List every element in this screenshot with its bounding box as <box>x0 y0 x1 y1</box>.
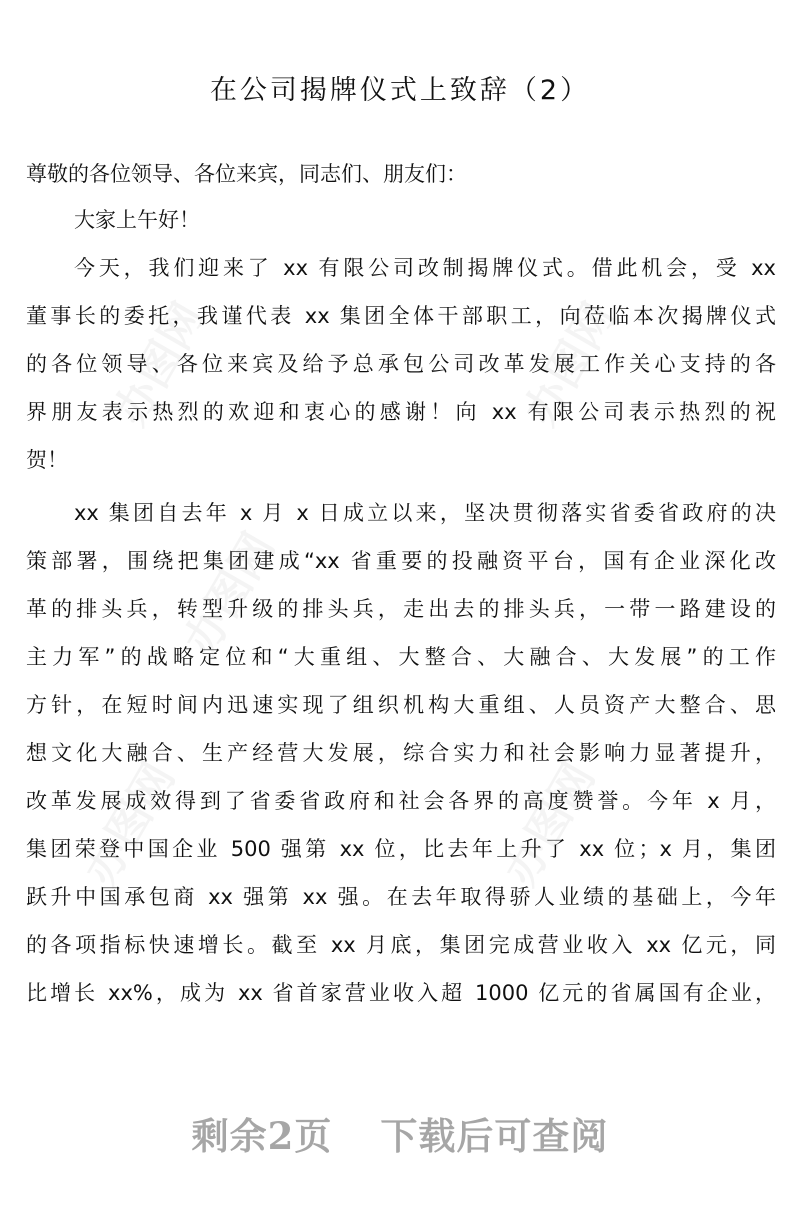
paragraph-line: 主力军”的战略定位和“大重组、大整合、大融合、大发展”的工作 <box>26 645 776 669</box>
document-title: 在公司揭牌仪式上致辞（2） <box>209 75 591 106</box>
paragraph-line: 贺！ <box>26 448 68 472</box>
paragraph-line: 想文化大融合、生产经营大发展，综合实力和社会影响力显著提升， <box>26 741 776 765</box>
remaining-pages-label: 剩余2页 <box>191 1114 333 1158</box>
paragraph-line: 集团荣登中国企业 500 强第 xx 位，比去年上升了 xx 位；x 月，集团 <box>26 837 776 861</box>
paragraph-line: 的各项指标快速增长。截至 xx 月底，集团完成营业收入 xx 亿元，同 <box>26 933 776 957</box>
paragraph-line: 革的排头兵，转型升级的排头兵，走出去的排头兵，一带一路建设的 <box>26 597 776 621</box>
download-prompt-banner[interactable] <box>0 1106 800 1160</box>
download-hint-label: 下载后可查阅 <box>380 1114 609 1158</box>
watermark <box>65 749 186 895</box>
watermark <box>485 749 606 895</box>
paragraph-line: 今天，我们迎来了 xx 有限公司改制揭牌仪式。借此机会，受 xx <box>74 256 776 280</box>
paragraph-line: 改革发展成效得到了省委省政府和社会各界的高度赞誉。今年 x 月， <box>26 789 776 813</box>
paragraph-line: 界朋友表示热烈的欢迎和衷心的感谢！向 xx 有限公司表示热烈的祝 <box>26 400 776 424</box>
paragraph-line: 比增长 xx%，成为 xx 省首家营业收入超 1000 亿元的省属国有企业， <box>26 981 776 1005</box>
paragraph-line: 策部署，围绕把集团建成“xx 省重要的投融资平台，国有企业深化改 <box>26 549 776 573</box>
paragraph-line: 方针，在短时间内迅速实现了组织机构大重组、人员资产大整合、思 <box>26 693 776 717</box>
paragraph-line: 董事长的委托，我谨代表 xx 集团全体干部职工，向莅临本次揭牌仪式 <box>26 304 776 328</box>
greeting: 大家上午好！ <box>74 208 200 232</box>
paragraph-line: xx 集团自去年 x 月 x 日成立以来，坚决贯彻落实省委省政府的决 <box>74 501 776 525</box>
salutation: 尊敬的各位领导、各位来宾，同志们、朋友们： <box>26 162 467 186</box>
paragraph-line: 的各位领导、各位来宾及给予总承包公司改革发展工作关心支持的各 <box>26 352 776 376</box>
paragraph-line: 跃升中国承包商 xx 强第 xx 强。在去年取得骄人业绩的基础上，今年 <box>26 885 776 909</box>
